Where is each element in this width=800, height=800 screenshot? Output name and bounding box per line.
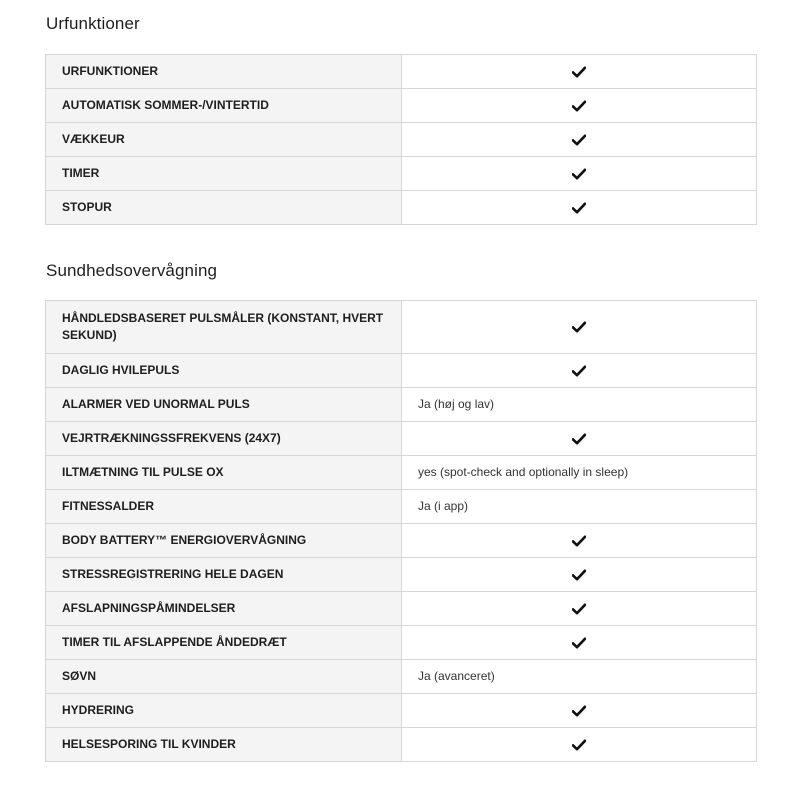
feature-label: TIMER (46, 157, 402, 191)
table-row (46, 157, 757, 191)
feature-value (402, 191, 757, 225)
feature-value (402, 157, 757, 191)
checkmark-icon (572, 705, 586, 717)
feature-label: AUTOMATISK SOMMER-/VINTERTID (46, 89, 402, 123)
feature-value-text: Ja (høj og lav) (402, 388, 757, 422)
table-row (46, 123, 757, 157)
feature-label: TIMER TIL AFSLAPPENDE ÅNDEDRÆT (46, 626, 402, 660)
checkmark-icon (572, 637, 586, 649)
feature-value (402, 592, 757, 626)
table-row (46, 301, 757, 354)
table-row (46, 55, 757, 89)
feature-label: VEJRTRÆKNINGSSFREKVENS (24X7) (46, 422, 402, 456)
checkmark-icon (572, 603, 586, 615)
checkmark-icon (572, 66, 586, 78)
table-row (46, 89, 757, 123)
checkmark-icon (572, 202, 586, 214)
checkmark-icon (572, 535, 586, 547)
feature-label: SØVN (46, 660, 402, 694)
feature-value-text: yes (spot-check and optionally in sleep) (402, 456, 757, 490)
checkmark-icon (572, 433, 586, 445)
feature-value-text: Ja (avanceret) (402, 660, 757, 694)
section-title-sundhedsovervaagning: Sundhedsovervågning (46, 261, 218, 280)
table-row (46, 422, 757, 456)
feature-value (402, 354, 757, 388)
feature-value (402, 524, 757, 558)
feature-label: HELSESPORING TIL KVINDER (46, 728, 402, 762)
feature-label: HÅNDLEDSBASERET PULSMÅLER (KONSTANT, HVERT SEKUND) (46, 301, 402, 354)
feature-value (402, 55, 757, 89)
feature-label: BODY BATTERY™ ENERGIOVERVÅGNING (46, 524, 402, 558)
feature-value (402, 694, 757, 728)
table-row (46, 660, 757, 694)
checkmark-icon (572, 321, 586, 333)
feature-value (402, 422, 757, 456)
feature-label: ALARMER VED UNORMAL PULS (46, 388, 402, 422)
sundhedsovervaagning-table (45, 300, 757, 762)
feature-value (402, 123, 757, 157)
urfunktioner-table (45, 54, 757, 225)
section-title-urfunktioner: Urfunktioner (46, 14, 140, 33)
table-row (46, 490, 757, 524)
feature-label: FITNESSALDER (46, 490, 402, 524)
table-row (46, 524, 757, 558)
table-row (46, 388, 757, 422)
table-row (46, 626, 757, 660)
feature-value (402, 728, 757, 762)
feature-value (402, 89, 757, 123)
feature-label: URFUNKTIONER (46, 55, 402, 89)
table-row (46, 456, 757, 490)
feature-value (402, 626, 757, 660)
feature-label: AFSLAPNINGSPÅMINDELSER (46, 592, 402, 626)
checkmark-icon (572, 739, 586, 751)
feature-label: ILTMÆTNING TIL PULSE OX (46, 456, 402, 490)
checkmark-icon (572, 365, 586, 377)
checkmark-icon (572, 569, 586, 581)
feature-value (402, 301, 757, 354)
checkmark-icon (572, 134, 586, 146)
feature-label: VÆKKEUR (46, 123, 402, 157)
checkmark-icon (572, 168, 586, 180)
table-row (46, 558, 757, 592)
feature-value (402, 558, 757, 592)
feature-label: DAGLIG HVILEPULS (46, 354, 402, 388)
checkmark-icon (572, 100, 586, 112)
table-row (46, 592, 757, 626)
table-row (46, 191, 757, 225)
table-row (46, 354, 757, 388)
table-row (46, 728, 757, 762)
feature-value-text: Ja (i app) (402, 490, 757, 524)
feature-label: STOPUR (46, 191, 402, 225)
feature-label: HYDRERING (46, 694, 402, 728)
table-row (46, 694, 757, 728)
feature-label: STRESSREGISTRERING HELE DAGEN (46, 558, 402, 592)
